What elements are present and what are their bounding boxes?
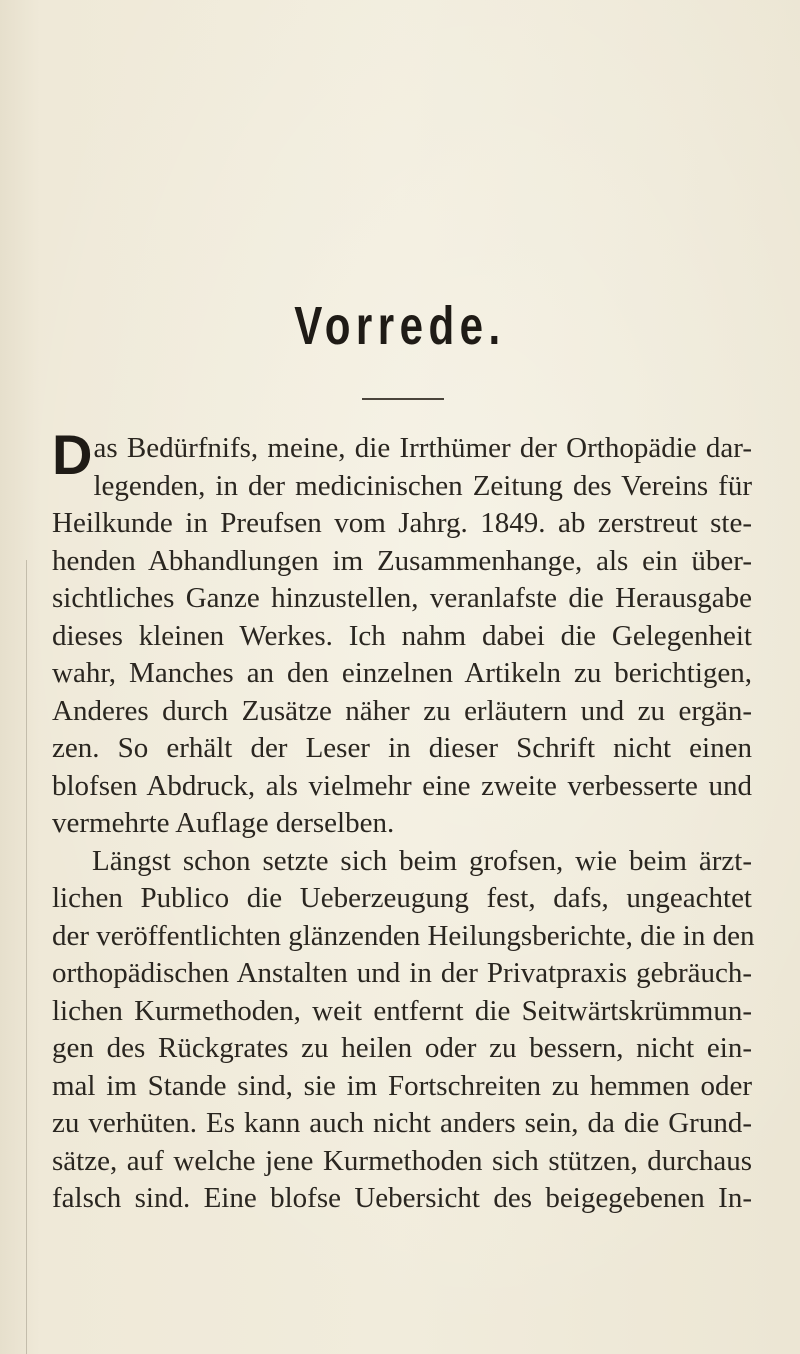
text-line: Heilkunde in Preufsen vom Jahrg. 1849. ab zerstreut ste- (52, 507, 752, 539)
text-line: Anderes durch Zusätze näher zu erläutern und zu ergän- (52, 694, 752, 727)
text-line: gen des Rückgrates zu heilen oder zu bessern, nicht ein- (52, 1032, 752, 1064)
text-line: zen. So erhält der Leser in dieser Schrift nicht einen (52, 732, 752, 764)
text-line: sätze, auf welche jene Kurmethoden sich stützen, durchaus (52, 1144, 752, 1177)
text-line: lichen Kurmethoden, weit entfernt die Seitwärtskrümmun- (52, 994, 752, 1027)
text-line: sichtliches Ganze hinzustellen, veranlafste die Herausgabe (52, 582, 752, 614)
text-line: henden Abhandlungen im Zusammenhange, als ein über- (52, 544, 752, 577)
first-line-text: as Bedürfnifs, meine, die Irrthümer der Orthopädie dar- (93, 432, 752, 464)
text-line: legenden, in der medicinischen Zeitung des Vereins für (93, 469, 752, 502)
drop-cap: D (52, 423, 93, 486)
text-line: der veröffentlichten glänzenden Heilungsberichte, die in den (52, 919, 755, 952)
text-line: vermehrte Auflage derselben. (52, 807, 395, 839)
text-line: zu verhüten. Es kann auch nicht anders sein, da die Grund- (52, 1107, 752, 1139)
text-line: lichen Publico die Ueberzeugung fest, dafs, ungeachtet (52, 882, 752, 914)
text-line: Längst schon setzte sich beim grofsen, wie beim ärzt- (92, 844, 752, 877)
text-line: orthopädischen Anstalten und in der Privatpraxis gebräuch- (52, 957, 752, 989)
title-divider (362, 398, 444, 400)
text-line: blofsen Abdruck, als vielmehr eine zweite verbesserte und (52, 769, 752, 802)
body-text (52, 423, 755, 1218)
text-line: mal im Stande sind, sie im Fortschreiten zu hemmen oder (52, 1069, 752, 1102)
text-line: wahr, Manches an den einzelnen Artikeln zu berichtigen, (52, 657, 752, 689)
text-line: falsch sind. Eine blofse Uebersicht des beigegebenen In- (52, 1182, 752, 1214)
text-line: dieses kleinen Werkes. Ich nahm dabei die Gelegenheit (52, 619, 752, 652)
page-gutter-line (26, 560, 27, 1354)
page-title: Vorrede. (294, 296, 506, 356)
